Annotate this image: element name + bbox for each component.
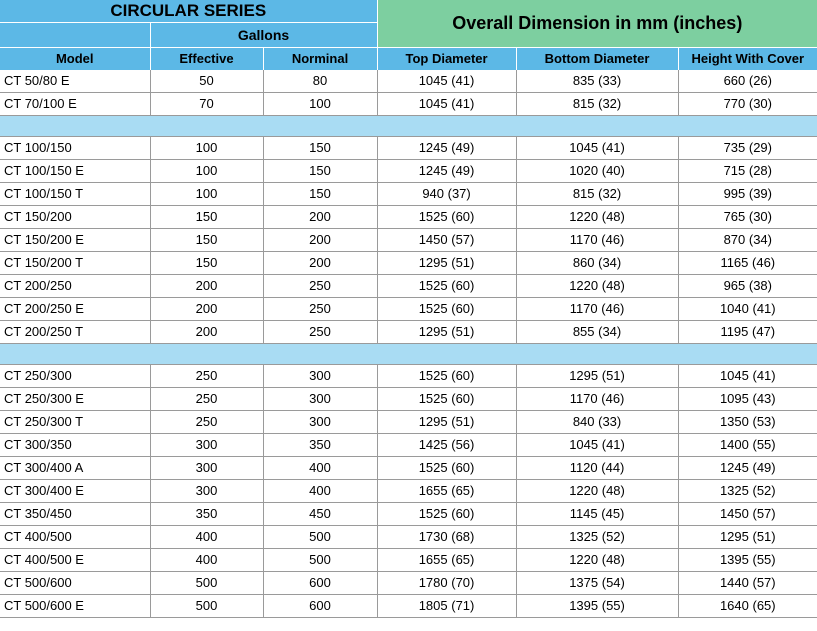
model-cell: CT 150/200 E (0, 229, 150, 252)
bottom-diameter-cell: 1045 (41) (516, 434, 678, 457)
bottom-diameter-cell: 1170 (46) (516, 298, 678, 321)
height-cell: 765 (30) (678, 206, 817, 229)
bottom-diameter-cell: 1220 (48) (516, 480, 678, 503)
nominal-cell: 600 (263, 595, 377, 618)
table-row (0, 434, 817, 457)
top-diameter-cell: 1425 (56) (377, 434, 516, 457)
top-diameter-cell: 1245 (49) (377, 137, 516, 160)
nominal-cell: 80 (263, 70, 377, 93)
gallons-label: Gallons (150, 23, 377, 48)
height-cell: 715 (28) (678, 160, 817, 183)
effective-cell: 250 (150, 388, 263, 411)
table-row (0, 321, 817, 344)
model-cell: CT 350/450 (0, 503, 150, 526)
top-diameter-cell: 1655 (65) (377, 549, 516, 572)
height-cell: 1450 (57) (678, 503, 817, 526)
model-cell: CT 100/150 E (0, 160, 150, 183)
bottom-diameter-cell: 815 (32) (516, 183, 678, 206)
bottom-diameter-cell: 815 (32) (516, 93, 678, 116)
bottom-diameter-cell: 1020 (40) (516, 160, 678, 183)
height-cell: 735 (29) (678, 137, 817, 160)
table-row (0, 70, 817, 93)
height-cell: 1195 (47) (678, 321, 817, 344)
effective-cell: 300 (150, 480, 263, 503)
top-diameter-cell: 1295 (51) (377, 321, 516, 344)
bottom-diameter-cell: 840 (33) (516, 411, 678, 434)
table-row (0, 411, 817, 434)
bottom-diameter-cell: 1295 (51) (516, 365, 678, 388)
effective-cell: 150 (150, 206, 263, 229)
model-cell: CT 400/500 E (0, 549, 150, 572)
nominal-cell: 250 (263, 275, 377, 298)
bottom-diameter-cell: 1145 (45) (516, 503, 678, 526)
model-cell: CT 500/600 E (0, 595, 150, 618)
model-cell: CT 150/200 (0, 206, 150, 229)
top-diameter-cell: 1295 (51) (377, 411, 516, 434)
nominal-cell: 350 (263, 434, 377, 457)
model-cell: CT 300/350 (0, 434, 150, 457)
model-cell: CT 250/300 E (0, 388, 150, 411)
top-diameter-cell: 1245 (49) (377, 160, 516, 183)
nominal-cell: 300 (263, 365, 377, 388)
nominal-cell: 400 (263, 480, 377, 503)
nominal-cell: 200 (263, 229, 377, 252)
effective-cell: 100 (150, 160, 263, 183)
table-row (0, 93, 817, 116)
nominal-cell: 600 (263, 572, 377, 595)
effective-cell: 200 (150, 275, 263, 298)
bottom-diameter-cell: 855 (34) (516, 321, 678, 344)
bottom-diameter-cell: 1375 (54) (516, 572, 678, 595)
effective-cell: 100 (150, 137, 263, 160)
top-diameter-cell: 940 (37) (377, 183, 516, 206)
nominal-cell: 400 (263, 457, 377, 480)
height-cell: 1440 (57) (678, 572, 817, 595)
table-row (0, 503, 817, 526)
effective-cell: 250 (150, 411, 263, 434)
group-separator (0, 116, 817, 137)
bottom-diameter-cell: 1170 (46) (516, 388, 678, 411)
nominal-cell: 300 (263, 388, 377, 411)
height-cell: 995 (39) (678, 183, 817, 206)
height-cell: 1095 (43) (678, 388, 817, 411)
height-cell: 1395 (55) (678, 549, 817, 572)
nominal-cell: 100 (263, 93, 377, 116)
bottom-diameter-cell: 1395 (55) (516, 595, 678, 618)
height-cell: 1350 (53) (678, 411, 817, 434)
nominal-cell: 500 (263, 549, 377, 572)
bottom-diameter-cell: 1220 (48) (516, 549, 678, 572)
model-cell: CT 50/80 E (0, 70, 150, 93)
table-row (0, 252, 817, 275)
effective-cell: 300 (150, 457, 263, 480)
effective-cell: 350 (150, 503, 263, 526)
col-nominal: Norminal (263, 48, 377, 71)
effective-cell: 400 (150, 549, 263, 572)
table-row (0, 298, 817, 321)
top-diameter-cell: 1525 (60) (377, 206, 516, 229)
height-cell: 965 (38) (678, 275, 817, 298)
nominal-cell: 300 (263, 411, 377, 434)
bottom-diameter-cell: 1120 (44) (516, 457, 678, 480)
table-row (0, 388, 817, 411)
nominal-cell: 250 (263, 321, 377, 344)
group-separator-cell (0, 344, 817, 365)
col-model: Model (0, 48, 150, 71)
col-effective: Effective (150, 48, 263, 71)
height-cell: 660 (26) (678, 70, 817, 93)
series-title: CIRCULAR SERIES (0, 0, 377, 23)
nominal-cell: 200 (263, 206, 377, 229)
table-row (0, 457, 817, 480)
bottom-diameter-cell: 1220 (48) (516, 206, 678, 229)
table-row (0, 572, 817, 595)
model-cell: CT 200/250 E (0, 298, 150, 321)
bottom-diameter-cell: 1325 (52) (516, 526, 678, 549)
table-row (0, 183, 817, 206)
effective-cell: 100 (150, 183, 263, 206)
dimension-title: Overall Dimension in mm (inches) (377, 0, 817, 48)
height-cell: 1040 (41) (678, 298, 817, 321)
model-cell: CT 100/150 (0, 137, 150, 160)
table-row (0, 549, 817, 572)
top-diameter-cell: 1525 (60) (377, 457, 516, 480)
model-cell: CT 250/300 (0, 365, 150, 388)
top-diameter-cell: 1045 (41) (377, 93, 516, 116)
top-diameter-cell: 1805 (71) (377, 595, 516, 618)
height-cell: 1045 (41) (678, 365, 817, 388)
height-cell: 1325 (52) (678, 480, 817, 503)
col-height-with-cover: Height With Cover (678, 48, 817, 71)
top-diameter-cell: 1780 (70) (377, 572, 516, 595)
gallons-spacer (0, 23, 150, 48)
model-cell: CT 300/400 E (0, 480, 150, 503)
table-row (0, 595, 817, 618)
effective-cell: 500 (150, 595, 263, 618)
model-cell: CT 150/200 T (0, 252, 150, 275)
top-diameter-cell: 1525 (60) (377, 365, 516, 388)
model-cell: CT 400/500 (0, 526, 150, 549)
table-row (0, 160, 817, 183)
table-body (0, 70, 817, 618)
col-bottom-diameter: Bottom Diameter (516, 48, 678, 71)
bottom-diameter-cell: 1045 (41) (516, 137, 678, 160)
model-cell: CT 200/250 (0, 275, 150, 298)
nominal-cell: 200 (263, 252, 377, 275)
height-cell: 1640 (65) (678, 595, 817, 618)
effective-cell: 200 (150, 321, 263, 344)
table-row (0, 229, 817, 252)
effective-cell: 500 (150, 572, 263, 595)
group-separator-cell (0, 116, 817, 137)
effective-cell: 50 (150, 70, 263, 93)
height-cell: 770 (30) (678, 93, 817, 116)
nominal-cell: 150 (263, 137, 377, 160)
top-diameter-cell: 1525 (60) (377, 298, 516, 321)
effective-cell: 250 (150, 365, 263, 388)
model-cell: CT 250/300 T (0, 411, 150, 434)
nominal-cell: 450 (263, 503, 377, 526)
nominal-cell: 150 (263, 160, 377, 183)
top-diameter-cell: 1450 (57) (377, 229, 516, 252)
height-cell: 1295 (51) (678, 526, 817, 549)
top-diameter-cell: 1525 (60) (377, 503, 516, 526)
bottom-diameter-cell: 1170 (46) (516, 229, 678, 252)
effective-cell: 300 (150, 434, 263, 457)
top-diameter-cell: 1655 (65) (377, 480, 516, 503)
nominal-cell: 250 (263, 298, 377, 321)
effective-cell: 200 (150, 298, 263, 321)
top-diameter-cell: 1295 (51) (377, 252, 516, 275)
height-cell: 1400 (55) (678, 434, 817, 457)
table-row (0, 365, 817, 388)
model-cell: CT 100/150 T (0, 183, 150, 206)
model-cell: CT 500/600 (0, 572, 150, 595)
effective-cell: 70 (150, 93, 263, 116)
bottom-diameter-cell: 1220 (48) (516, 275, 678, 298)
height-cell: 1245 (49) (678, 457, 817, 480)
bottom-diameter-cell: 835 (33) (516, 70, 678, 93)
model-cell: CT 70/100 E (0, 93, 150, 116)
height-cell: 1165 (46) (678, 252, 817, 275)
nominal-cell: 500 (263, 526, 377, 549)
table-row (0, 480, 817, 503)
table-row (0, 206, 817, 229)
top-diameter-cell: 1730 (68) (377, 526, 516, 549)
effective-cell: 150 (150, 252, 263, 275)
effective-cell: 150 (150, 229, 263, 252)
group-separator (0, 344, 817, 365)
top-diameter-cell: 1525 (60) (377, 275, 516, 298)
effective-cell: 400 (150, 526, 263, 549)
col-top-diameter: Top Diameter (377, 48, 516, 71)
model-cell: CT 200/250 T (0, 321, 150, 344)
nominal-cell: 150 (263, 183, 377, 206)
model-cell: CT 300/400 A (0, 457, 150, 480)
height-cell: 870 (34) (678, 229, 817, 252)
top-diameter-cell: 1045 (41) (377, 70, 516, 93)
table-row (0, 526, 817, 549)
table-row (0, 275, 817, 298)
table-row (0, 137, 817, 160)
top-diameter-cell: 1525 (60) (377, 388, 516, 411)
bottom-diameter-cell: 860 (34) (516, 252, 678, 275)
